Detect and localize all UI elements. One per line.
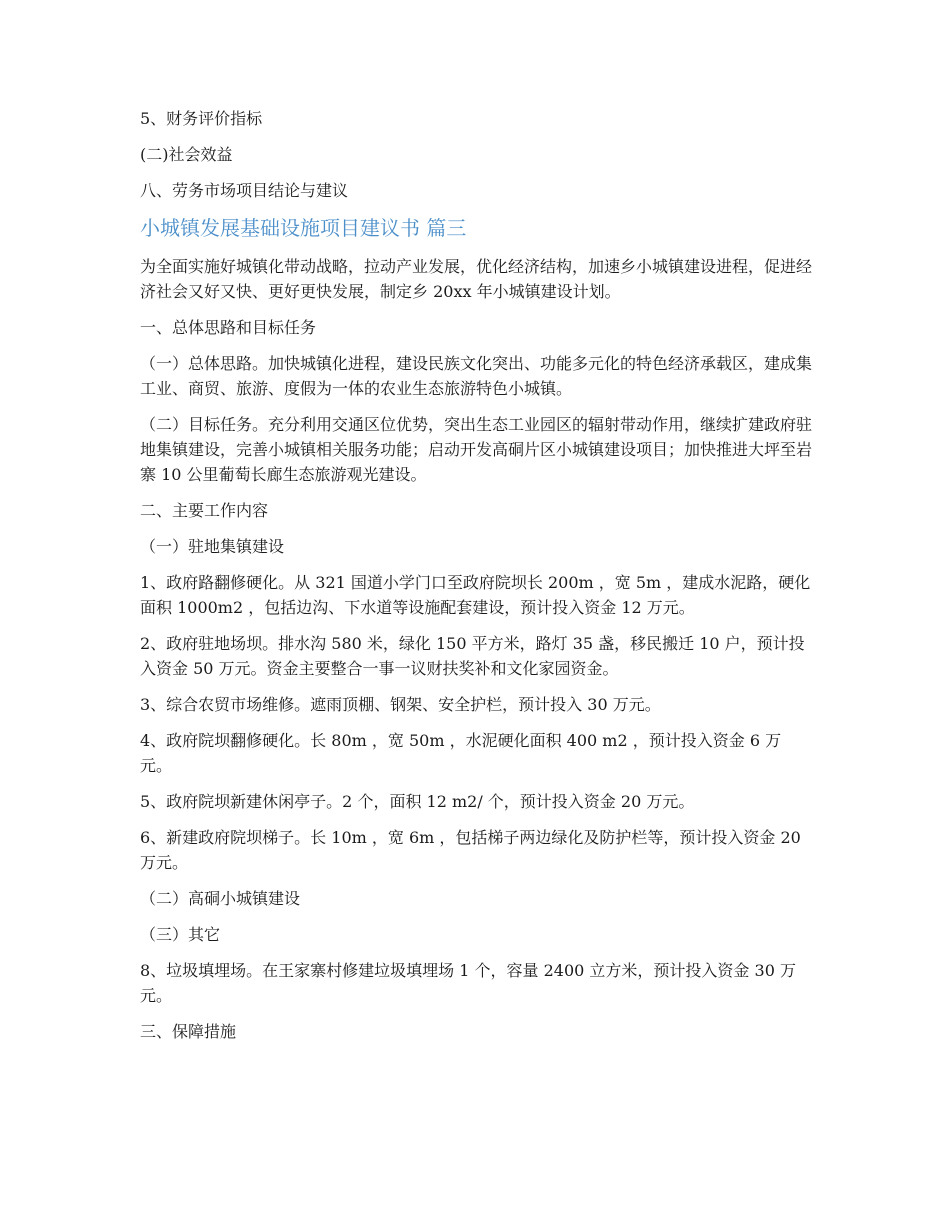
item-3-market-repair: 3、综合农贸市场维修。遮雨顶棚、钢架、安全护栏，预计投入 30 万元。 (140, 695, 661, 714)
item-2-government-square: 2、政府驻地场坝。排水沟 580 米，绿化 150 平方米，路灯 35 盏，移民搬迁 10 户，预计投入资金 50 万元。资金主要整合一事一议财扶奖补和文化家园资金。 (140, 634, 805, 678)
line-social-benefit: (二)社会效益 (140, 145, 233, 164)
item-1-road-hardening: 1、政府路翻修硬化。从 321 国道小学门口至政府院坝长 200m ，宽 5m ，建成水泥路，硬化面积 1000m2 ，包括边沟、下水道等设施配套建设，预计投入资金 12 万元。 (140, 573, 811, 617)
paragraph-overall-ideas: （一）总体思路。加快城镇化进程，建设民族文化突出、功能多元化的特色经济承载区，建成集工业、商贸、旅游、度假为一体的农业生态旅游特色小城镇。 (140, 354, 813, 398)
heading-gaodong-town: （二）高硐小城镇建设 (140, 889, 301, 908)
item-6-stairs: 6、新建政府院坝梯子。长 10m ，宽 6m ，包括梯子两边绿化及防护栏等，预计投入资金 20 万元。 (140, 828, 801, 872)
heading-overall-ideas: 一、总体思路和目标任务 (140, 318, 317, 337)
heading-others: （三）其它 (140, 925, 221, 944)
section-title: 小城镇发展基础设施项目建议书 篇三 (140, 216, 467, 240)
paragraph-intro: 为全面实施好城镇化带动战略，拉动产业发展，优化经济结构，加速乡小城镇建设进程，促进经济社会又好又快、更好更快发展，制定乡 20xx 年小城镇建设计划。 (140, 257, 813, 301)
line-finance-indicators: 5、财务评价指标 (140, 109, 263, 128)
heading-main-work: 二、主要工作内容 (140, 501, 269, 520)
heading-safeguards: 三、保障措施 (140, 1022, 237, 1041)
item-4-courtyard-hardening: 4、政府院坝翻修硬化。长 80m ，宽 50m ，水泥硬化面积 400 m2 ，预计投入资金 6 万元。 (140, 731, 782, 775)
heading-town-construction: （一）驻地集镇建设 (140, 537, 285, 556)
document-page (140, 106, 812, 1055)
item-8-landfill: 8、垃圾填埋场。在王家寨村修建垃圾填埋场 1 个，容量 2400 立方米，预计投入资金 30 万元。 (140, 961, 796, 1005)
paragraph-target-tasks: （二）目标任务。充分利用交通区位优势，突出生态工业园区的辐射带动作用，继续扩建政府驻地集镇建设，完善小城镇相关服务功能；启动开发高硐片区小城镇建设项目；加快推进大坪至岩寨 10 公里葡萄长廊生态旅游观光建设。 (140, 415, 813, 484)
line-labor-market-conclusion: 八、劳务市场项目结论与建议 (140, 181, 349, 200)
item-5-pavilion: 5、政府院坝新建休闲亭子。2 个，面积 12 m2/ 个，预计投入资金 20 万元。 (140, 792, 695, 811)
